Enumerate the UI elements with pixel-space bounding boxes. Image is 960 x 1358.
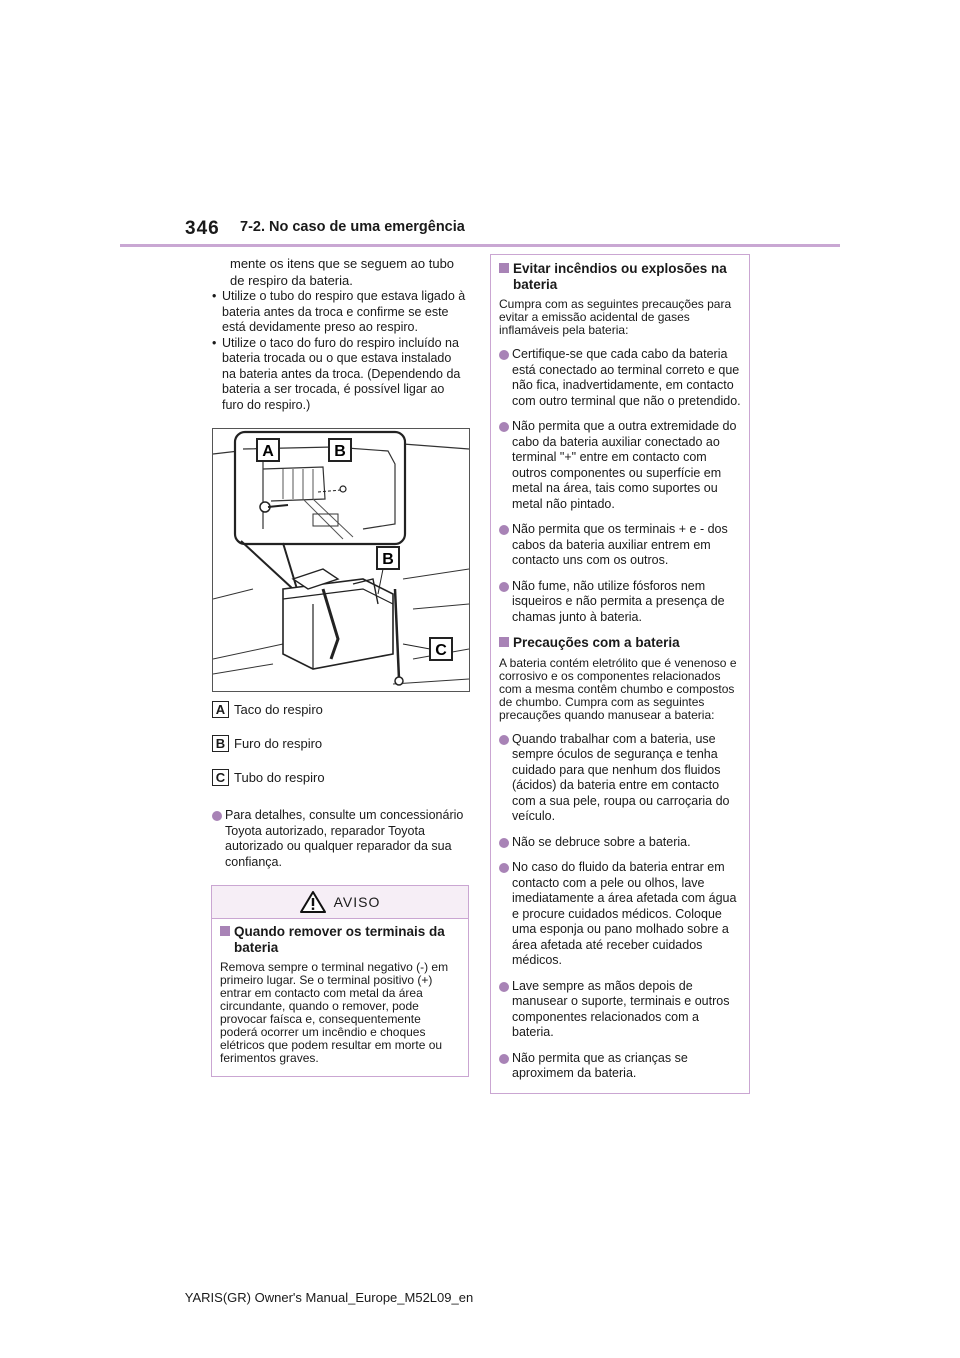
- legend-text: Furo do respiro: [234, 735, 323, 751]
- legend-text: Taco do respiro: [234, 701, 323, 717]
- battery-vent-figure: [212, 428, 470, 692]
- warning-heading: [220, 924, 460, 955]
- bullet-dot-icon: [499, 525, 509, 535]
- list-item: [499, 419, 741, 512]
- list-item: [499, 579, 741, 626]
- intro-text: A bateria contém eletrólito que é venenoso e corrosivo e os componentes relacionados com a mesma contêm chumbo e compostos de chumbo. Cumpra com as seguintes precauções quando manusear a bateria:: [499, 655, 737, 722]
- section-title: 7-2. No caso de uma emergência: [240, 219, 465, 235]
- bullet-dot-icon: [499, 735, 509, 745]
- heading-text: Evitar incêndios ou explosões na bateria: [513, 261, 727, 292]
- list-item: [499, 522, 741, 569]
- warning-label: AVISO: [333, 894, 381, 910]
- warning-triangle-icon: [300, 890, 326, 914]
- list-item-text: No caso do fluido da bateria entrar em contacto com a pele ou olhos, lave imediatamente a área afetada com água e procure cuidados médicos. Coloque uma esponja ou pano molhado sobre a área afetada até receber cuidados médicos.: [512, 860, 737, 967]
- square-bullet-icon: [499, 263, 509, 273]
- list-item-text: Não permita que as crianças se aproximem da bateria.: [512, 1050, 688, 1080]
- figure-legend: [212, 700, 468, 802]
- list-item: [499, 1051, 741, 1082]
- page-number: 346: [185, 218, 220, 239]
- intro-continuation: mente os itens que se seguem ao tubo de respiro da bateria.: [230, 256, 455, 288]
- label-b-top: B: [334, 443, 346, 460]
- bullet-list: [212, 289, 468, 413]
- warning-header: [212, 886, 468, 919]
- bullet-dot-icon: [212, 811, 222, 821]
- tip-paragraph: [212, 808, 481, 870]
- legend-key: B: [212, 735, 229, 752]
- legend-item-c: [212, 768, 468, 786]
- warning-text: Remova sempre o terminal negativo (-) em primeiro lugar. Se o terminal positivo (+) entrar em contacto com metal da área circundante, quando o remover, pode provocar faísca e, consequentemente poderá ocorrer um incêndio e choques elétricos que podem resultar em morte ou ferimentos graves.: [220, 960, 449, 1065]
- list-item-text: Não se debruce sobre a bateria.: [512, 834, 691, 849]
- warning-heading-text: Quando remover os terminais da bateria: [234, 924, 445, 955]
- heading-text: Precauções com a bateria: [513, 635, 680, 650]
- bullet-item: • Utilize o tubo do respiro que estava ligado à bateria antes da troca e confirme se este está devidamente preso ao respiro.: [212, 289, 468, 336]
- label-b-bottom: B: [382, 551, 394, 568]
- bullet-dot-icon: [499, 863, 509, 873]
- footer-manual-id: YARIS(GR) Owner's Manual_Europe_M52L09_en: [184, 1290, 474, 1305]
- square-bullet-icon: [499, 637, 509, 647]
- list-item-text: Não permita que a outra extremidade do cabo da bateria auxiliar conectado ao terminal "+" entre em contacto com outros componentes ou superfície em metal na área, tais como suportes ou metal não pintado.: [512, 419, 737, 511]
- tip-text: Para detalhes, consulte um concessionário Toyota autorizado, reparador Toyota autorizado ou qualquer reparador da sua confiança.: [225, 808, 464, 869]
- list-item-text: Lave sempre as mãos depois de manusear o suporte, terminais e outros componentes relacionados com a bateria.: [512, 978, 730, 1039]
- bullet-item: • Utilize o taco do furo do respiro incluído na bateria trocada ou o que estava instalado na bateria antes da troca. (Dependendo da bateria a ser trocada, é possível ligar ao furo do respiro.): [212, 336, 468, 414]
- label-a: A: [262, 443, 274, 460]
- list-item-text: Certifique-se que cada cabo da bateria está conectado ao terminal correto e que não fica, inadvertidamente, em contacto com outro terminal que não o pretendido.: [512, 347, 741, 408]
- section-heading-battery: [499, 635, 741, 651]
- section-heading-fire: [499, 261, 741, 292]
- intro-text: Cumpra com as seguintes precauções para evitar a emissão acidental de gases inflamáveis pela bateria:: [499, 297, 732, 337]
- list-item-text: Quando trabalhar com a bateria, use sempre óculos de segurança e tenha cuidado para que nenhum dos fluidos (ácidos) da bateria entre em contacto com a sua pele, roupa ou carroçaria do veículo.: [512, 731, 730, 823]
- left-column-text: [212, 256, 468, 413]
- bullet-dot-icon: [499, 1054, 509, 1064]
- bullet-dot-icon: [499, 422, 509, 432]
- warning-box: [211, 885, 469, 1077]
- bullet-dot-icon: [499, 350, 509, 360]
- legend-key: A: [212, 701, 229, 718]
- legend-text: Tubo do respiro: [234, 769, 325, 785]
- battery-illustration: [213, 429, 469, 691]
- label-c: C: [435, 642, 447, 659]
- bullet-dot-icon: [499, 838, 509, 848]
- list-item-text: Não fume, não utilize fósforos nem isqueiros e não permita a presença de chamas junto à bateria.: [512, 578, 725, 624]
- list-item: [499, 732, 741, 825]
- square-bullet-icon: [220, 926, 230, 936]
- list-item: [499, 979, 741, 1041]
- legend-item-b: [212, 734, 468, 752]
- right-info-box: [490, 254, 750, 1094]
- list-item: [499, 860, 741, 969]
- list-item: [499, 347, 741, 409]
- legend-key: C: [212, 769, 229, 786]
- warning-body: [212, 919, 468, 1065]
- header-rule: [120, 244, 840, 247]
- bullet-dot-icon: [499, 582, 509, 592]
- list-item-text: Não permita que os terminais + e - dos cabos da bateria auxiliar entrem em contacto uns com os outros.: [512, 522, 728, 567]
- bullet-dot-icon: [499, 982, 509, 992]
- legend-item-a: [212, 700, 468, 718]
- list-item: [499, 835, 741, 851]
